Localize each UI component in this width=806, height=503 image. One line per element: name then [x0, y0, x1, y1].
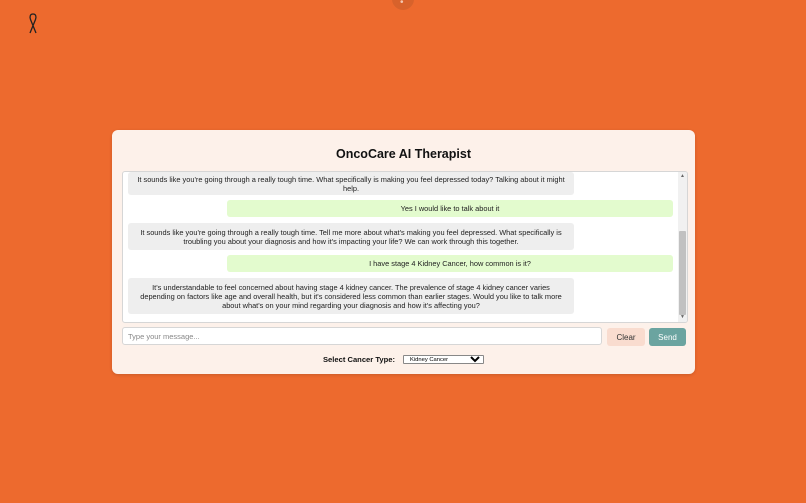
awareness-ribbon-icon [25, 12, 41, 36]
chat-scrollbar[interactable] [678, 172, 687, 322]
chat-window[interactable] [122, 171, 688, 323]
handle-glyph: • [400, 0, 404, 8]
bot-message: It sounds like you're going through a really tough time. Tell me more about what's making you feel depressed. What specifically is troubling you about your diagnosis and how it's impacting your life? We can work through this together. [128, 223, 574, 250]
top-handle[interactable] [392, 0, 414, 10]
cancer-type-select[interactable] [403, 355, 484, 364]
page-title: OncoCare AI Therapist [336, 147, 471, 161]
user-message: Yes I would like to talk about it [227, 200, 673, 217]
scrollbar-thumb[interactable] [679, 231, 686, 315]
scroll-up-icon[interactable]: ▲ [680, 173, 685, 179]
scroll-down-icon[interactable]: ▼ [680, 314, 685, 320]
chat-card [112, 130, 695, 374]
send-button[interactable]: Send [649, 328, 686, 346]
cancer-type-row [112, 355, 695, 364]
bot-message: It sounds like you're going through a really tough time. What specifically is making you feel depressed today? Talking about it might help. [128, 172, 574, 195]
cancer-type-label: Select Cancer Type: [322, 355, 396, 364]
message-input[interactable] [122, 327, 602, 345]
clear-button[interactable]: Clear [607, 328, 645, 346]
bot-message: It's understandable to feel concerned about having stage 4 kidney cancer. The prevalence of stage 4 kidney cancer varies depending on factors like age and overall health, but it's considered less common than earlier stages. Would you like to talk more about what's on your mind regarding your diagnosis and how it's affecting you? [128, 278, 574, 314]
user-message: I have stage 4 Kidney Cancer, how common is it? [227, 255, 673, 272]
